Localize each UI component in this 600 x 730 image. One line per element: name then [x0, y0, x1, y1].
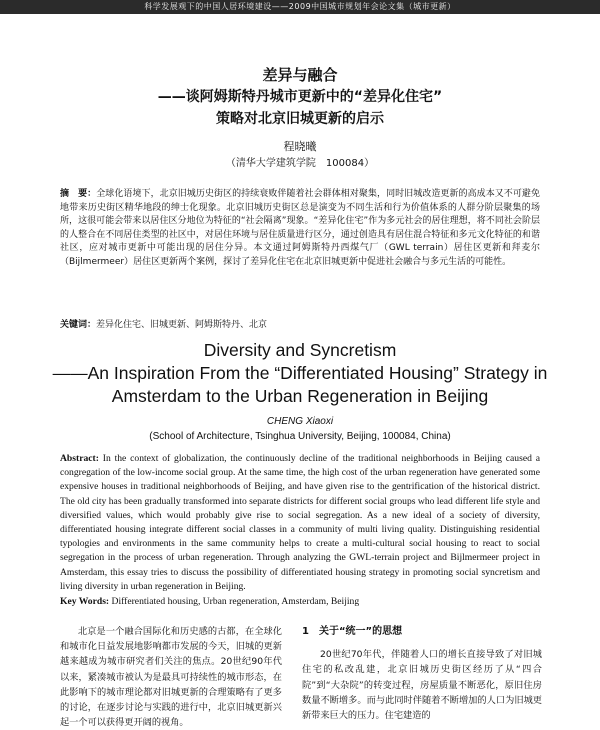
author-name-cn: 程晓曦 — [283, 140, 317, 153]
abstract-cn-text: 全球化语境下，北京旧城历史街区的持续衰败伴随着社会群体相对聚集，同时旧城改造更新的高成本又不可避免地带来历史街区精华地段的绅士化现象。北京旧城历史街区总是演变为不同生活和行为价值体系的人群分阶层聚集的场所，这很可能会带来以居住区分地位为特征的“社会隔离”现象。“差异化住宅”作为多元社会的居住理想，将不同社会阶层的人整合在不同居住类型的社区中，对居住环境与居住质量进行区分，通过创造具有居住混合特征和多元文化特征的和谐社区，应对城市更新中可能出现的居住分异。本文通过阿姆斯特丹西煤气厂（GWL terrain）居住区更新和拜麦尔（Bijlmermeer）居住区更新两个案例，探讨了差异化住宅在北京旧城更新中促进社会融合与多元生活的可能性。 — [60, 189, 540, 267]
title-en-line3: Amsterdam to the Urban Regeneration in Beijing — [111, 386, 489, 406]
abstract-en — [60, 452, 540, 594]
abstract-cn-label: 摘 要： — [60, 189, 97, 199]
title-cn-line3: 策略对北京旧城更新的启示 — [216, 111, 384, 127]
title-cn-line2: ——谈阿姆斯特丹城市更新中的“差异化住宅” — [157, 89, 443, 105]
title-en-line2: ——An Inspiration From the “Differentiated Housing” Strategy in — [52, 363, 548, 383]
keywords-cn-label: 关键词： — [60, 320, 97, 330]
affiliation-cn: （清华大学建筑学院 100084） — [225, 158, 375, 169]
section-heading: 1 关于“统一”的思想 — [302, 626, 403, 637]
affiliation-en: (School of Architecture, Tsinghua University, Beijing, 100084, China) — [149, 431, 451, 442]
author-name-en: CHENG Xiaoxi — [266, 416, 334, 427]
keywords-cn-text: 差异化住宅、旧城更新、阿姆斯特丹、北京 — [96, 320, 268, 330]
abstract-en-text: In the context of globalization, the continuously decline of the traditional neighborhoods in Beijing caused a congregation of the low-income social group. At the same time, the high cost of the urban regeneration have generated some expensive houses in traditional neighborhoods of Beijing, and have given rise to the gentrification of the historical district. The old city has been gradually transformed into separate districts for different social groups who lead different life style and diversified values, which would probably give rise to social segregation. As a new ideal of a society of diversity, differentiated housing integrate different social classes in a community of multi living quality. Distinguishing residential typologies and environments in the same community helps to create a multi-cultural social housing to react to social segregation in the process of urban regeneration. Through analyzing the GWL-terrain project and Bijlmermeer project in Amsterdam, this essay tries to discuss the possibility of differentiated housing strategy in promoting social syncretism and living diversity in urban regeneration in Beijing. — [60, 453, 540, 592]
keywords-en-label: Key Words: — [60, 596, 110, 607]
keywords-en — [60, 596, 540, 607]
title-cn-line1: 差异与融合 — [262, 66, 338, 84]
keywords-cn — [60, 317, 540, 330]
body-right-paragraph: 20世纪70年代，伴随着人口的增长直接导致了对旧城住宅的私改乱建，北京旧城历史街区经历了从“四合院”到“大杂院”的转变过程，房屋质量不断恶化，原旧住房数量不断增多。而与此同时伴随着不断增加的人口为旧城更新带来巨大的压力。住宅建造的 — [302, 649, 542, 722]
keywords-en-text: Differentiated housing, Urban regeneration, Amsterdam, Beijing — [111, 596, 360, 607]
body-left-paragraph: 北京是一个融合国际化和历史感的古都，在全球化和城市化日益发展地影响都市发展的今天，旧城的更新越来越成为城市研究者们关注的焦点。20世纪90年代以来，紧凑城市被认为是最具可持续性的城市形态，在此影响下的城市理论都对旧城更新的合理策略有了更多的讨论，在逐步讨论与实践的进行中，北京旧城更新兴起一个可以获得更开阔的视角。 — [60, 626, 282, 729]
abstract-en-label: Abstract: — [60, 453, 99, 464]
body-right-column — [302, 624, 542, 723]
abstract-cn — [60, 188, 540, 269]
title-en-line1: Diversity and Syncretism — [203, 340, 397, 360]
running-header: 科学发展观下的中国人居环境建设——2009中国城市规划年会论文集（城市更新） — [0, 0, 600, 14]
